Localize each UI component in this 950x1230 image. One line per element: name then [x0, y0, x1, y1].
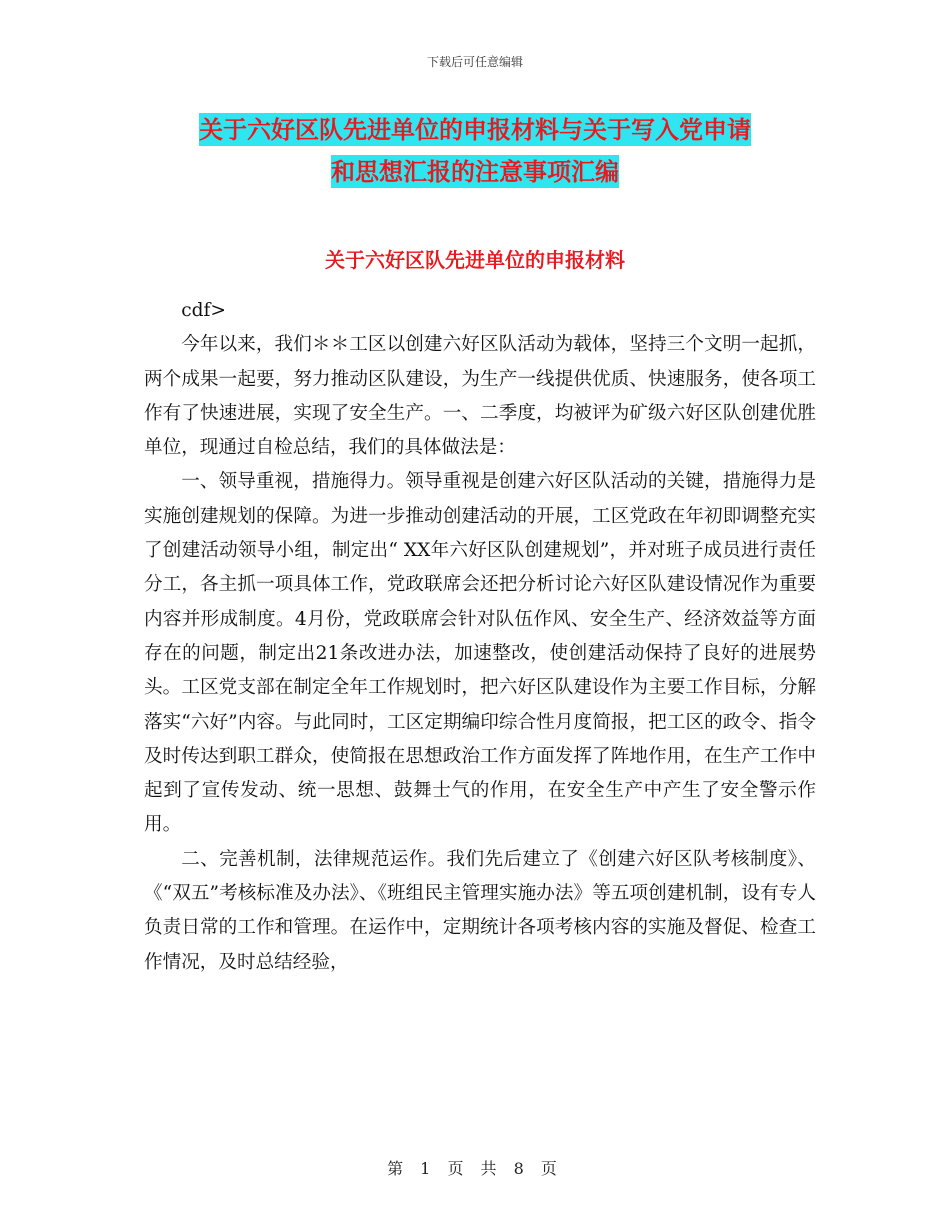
section-title: 关于六好区队先进单位的申报材料 [325, 248, 625, 272]
paragraph-1: 今年以来，我们＊＊工区以创建六好区队活动为载体，坚持三个文明一起抓，两个成果一起要，努力推动区队建设，为生产一线提供优质、快速服务，使各项工作有了快速进展，实现了安全生产。一、二季度，均被评为矿级六好区队创建优胜单位，现通过自检总结，我们的具体做法是： [144, 334, 816, 459]
paragraph-2: 一、领导重视，措施得力。领导重视是创建六好区队活动的关键，措施得力是实施创建规划的保障。为进一步推动创建活动的开展，工区党政在年初即调整充实了创建活动领导小组，制定出“ XX年六好区队创建规划”，并对班子成员进行责任分工，各主抓一项具体工作，党政联席会还把分析讨论六好区队建设情况作为重要内容并形成制度。4月份，党政联席会针对队伍作风、安全生产、经济效益等方面存在的问题，制定出21条改进办法，加速整改，使创建活动保持了良好的进展势头。工区党支部在制定全年工作规划时，把六好区队建设作为主要工作目标，分解落实“六好”内容。与此同时，工区定期编印综合性月度简报，把工区的政令、指令及时传达到职工群众，使简报在思想政治工作方面发挥了阵地作用，在生产工作中起到了宣传发动、统一思想、鼓舞士气的作用，在安全生产中产生了安全警示作用。 [144, 471, 816, 836]
paragraph-3: 二、完善机制，法律规范运作。我们先后建立了《创建六好区队考核制度》、《“双五”考核标准及办法》、《班组民主管理实施办法》等五项创建机制，设有专人负责日常的工作和管理。在运作中，定期统计各项考核内容的实施及督促、检查工作情况，及时总结经验， [144, 848, 816, 973]
title-highlight-1: 关于六好区队先进单位的申报材料与关于写入党申请 [199, 115, 751, 144]
title-highlight-2: 和思想汇报的注意事项汇编 [331, 157, 619, 186]
document-body [144, 294, 816, 980]
page-footer: 第 1 页 共 8 页 [387, 1159, 563, 1178]
page-header-note: 下载后可任意编辑 [426, 55, 523, 69]
paragraph-0: cdf> [181, 300, 226, 321]
document-title-line-1 [140, 108, 810, 152]
document-title-line-2 [140, 150, 810, 194]
